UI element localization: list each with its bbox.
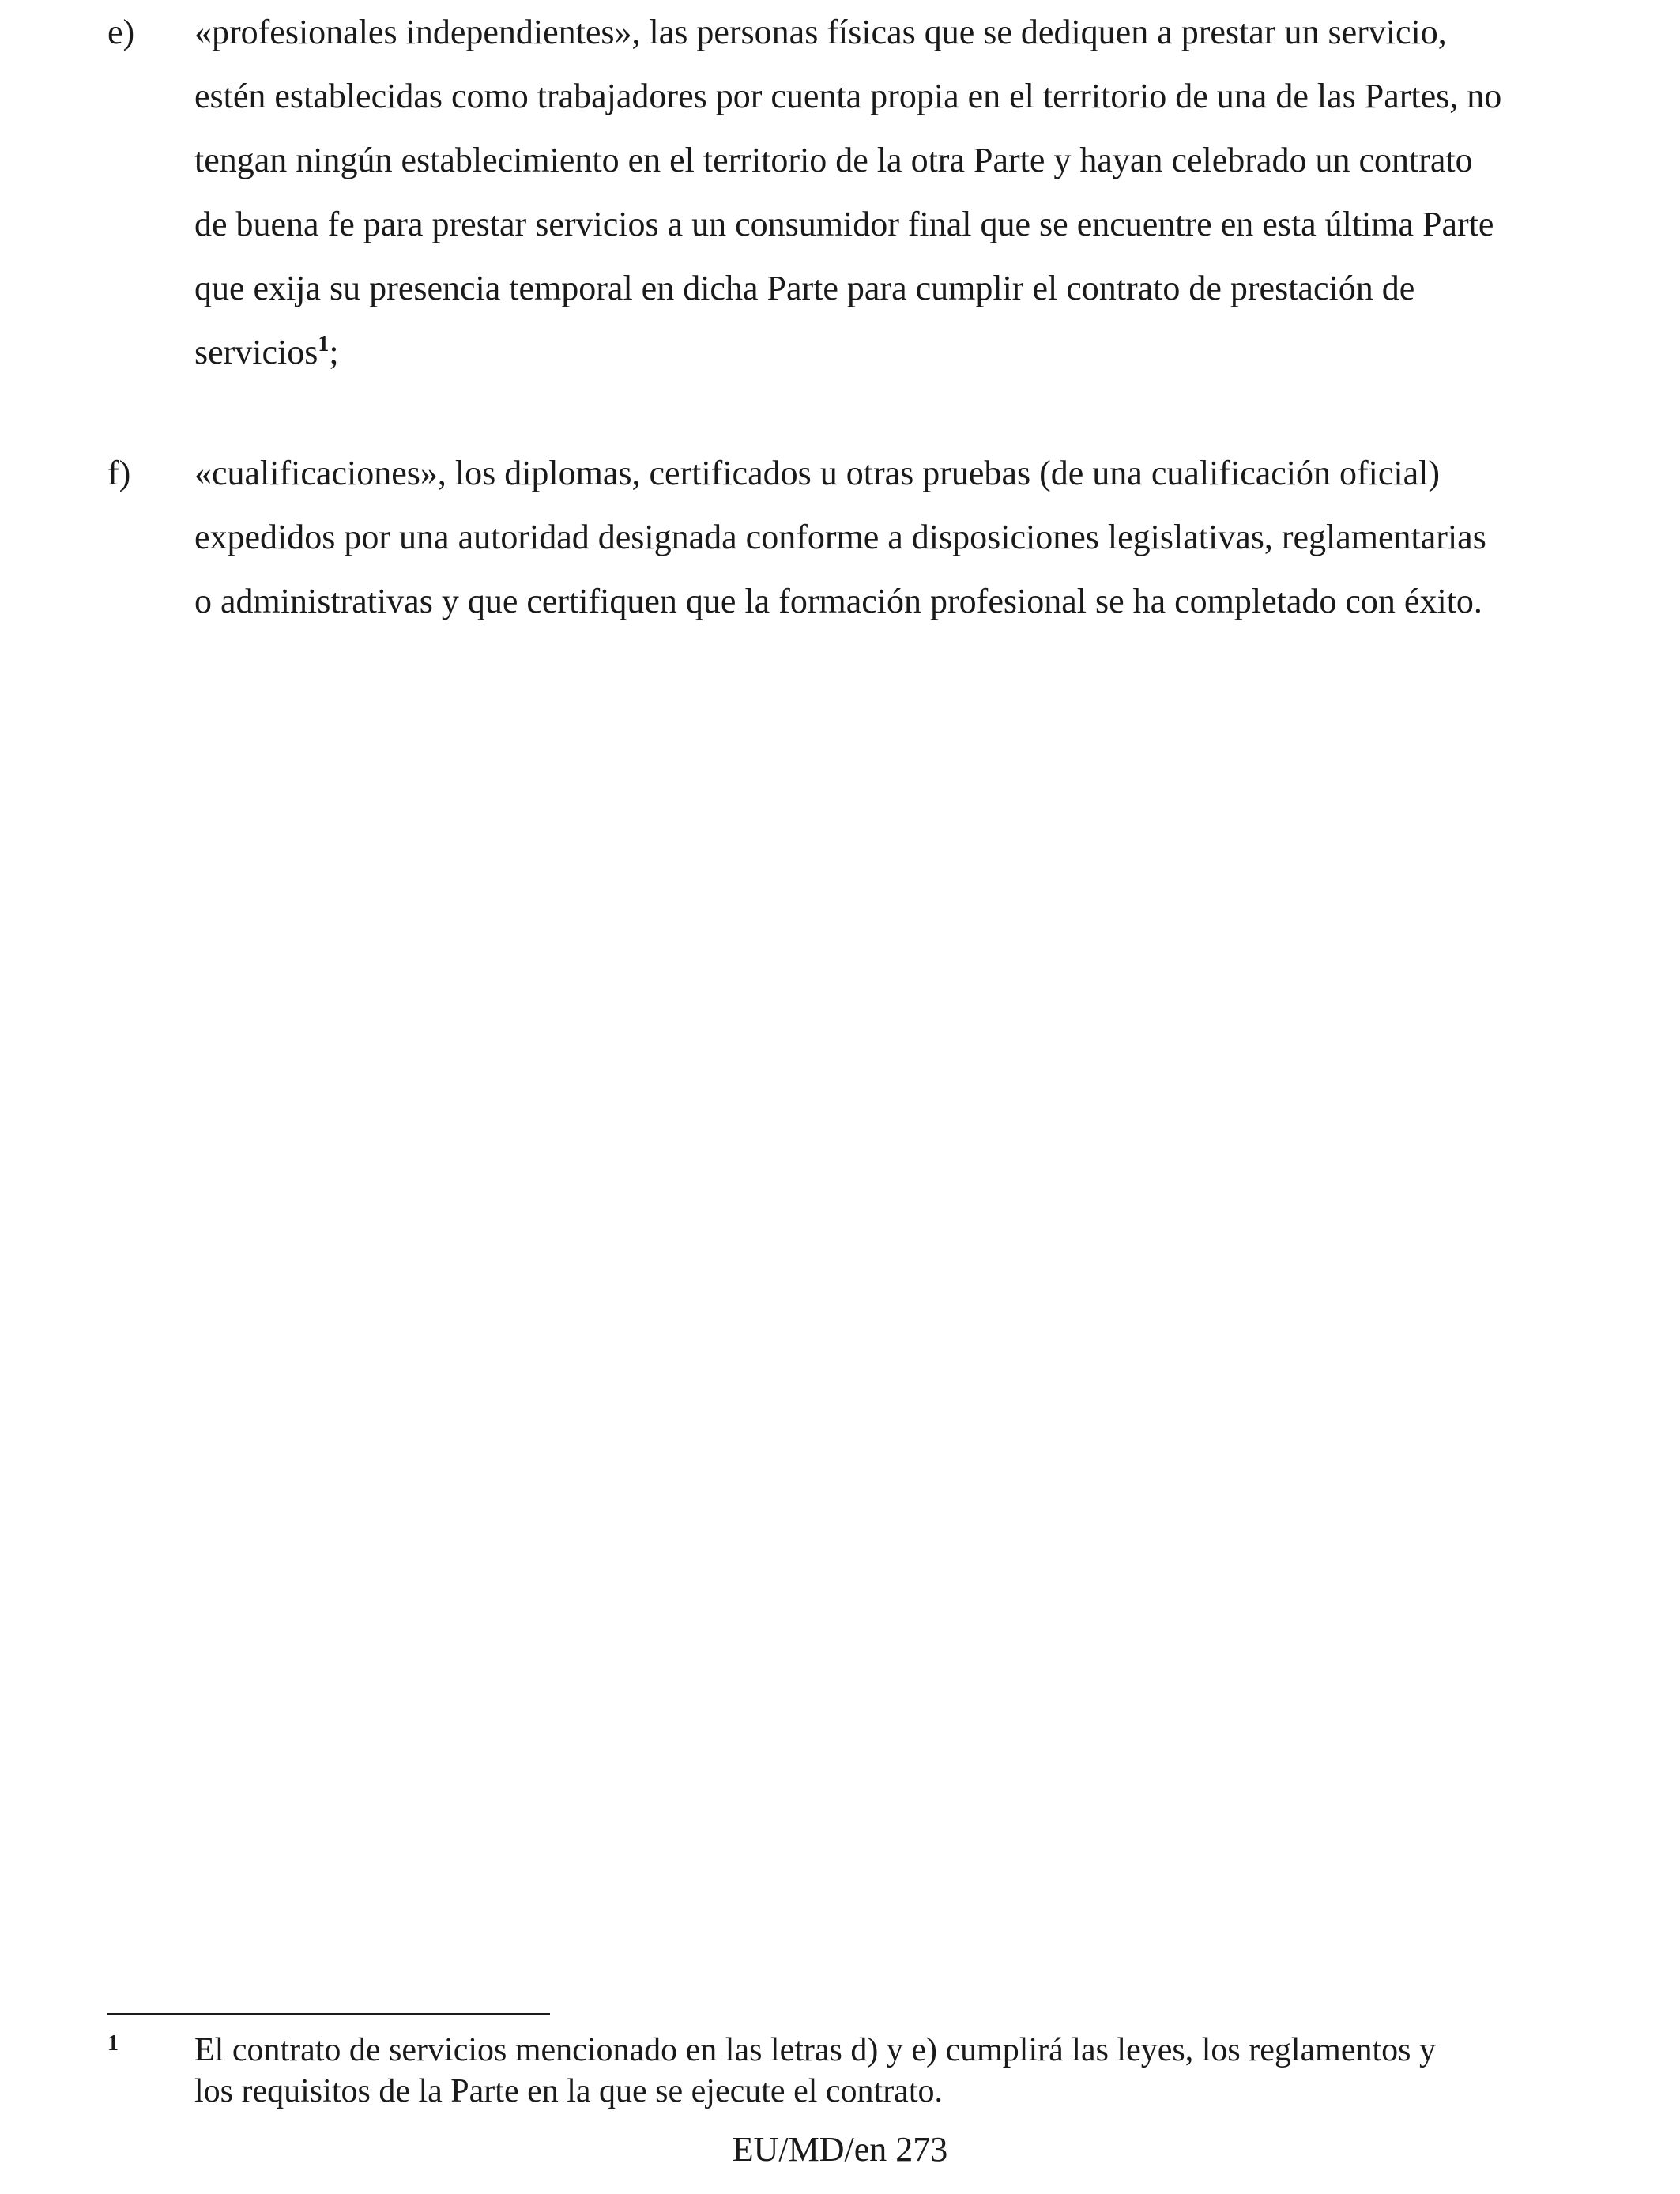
footnote-mark: 1 (107, 2031, 119, 2056)
item-f-line-3: o administrativas y que certifiquen que la formación profesional se ha completado con éxito. (194, 582, 1482, 620)
item-e-line-6 (194, 320, 1501, 384)
item-text-f (194, 441, 1486, 633)
item-e-line-4: de buena fe para prestar servicios a un consumidor final que se encuentre en esta última Parte (194, 205, 1494, 243)
footnote-reference[interactable]: 1 (318, 332, 330, 356)
footnote-line-2: los requisitos de la Parte en la que se ejecute el contrato. (194, 2073, 943, 2109)
item-e-line-3: tengan ningún establecimiento en el territorio de la otra Parte y hayan celebrado un contrato (194, 141, 1473, 179)
page-number: EU/MD/en 273 (732, 2130, 948, 2169)
item-e-line-5: que exija su presencia temporal en dicha Parte para cumplir el contrato de prestación de (194, 269, 1415, 307)
footnote-separator (107, 2013, 550, 2015)
footnote-line-1: El contrato de servicios mencionado en las letras d) y e) cumplirá las leyes, los reglamentos y (194, 2032, 1437, 2068)
item-f-line-1: «cualificaciones», los diplomas, certificados u otras pruebas (de una cualificación oficial) (194, 454, 1441, 492)
item-label-e: e) (107, 13, 135, 51)
item-label-f: f) (107, 454, 131, 492)
item-e-line-2: estén establecidas como trabajadores por cuenta propia en el territorio de una de las Partes, no (194, 77, 1502, 115)
item-f-line-2: expedidos por una autoridad designada conforme a disposiciones legislativas, reglamentarias (194, 518, 1486, 556)
footnote-text (194, 2030, 1436, 2112)
item-text-e (194, 0, 1501, 384)
item-e-line-1: «profesionales independientes», las personas físicas que se dediquen a prestar un servicio, (194, 13, 1447, 51)
item-e-line-end: ; (329, 333, 339, 371)
item-e-last-word: servicios (194, 333, 318, 371)
